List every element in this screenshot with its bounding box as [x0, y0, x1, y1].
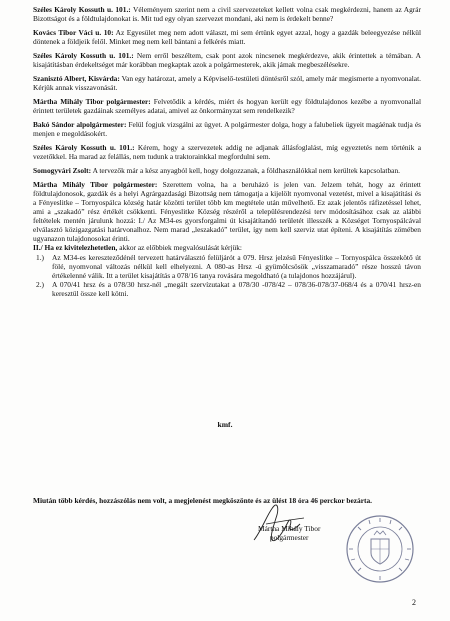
section-2-heading: II./ Ha ez kivitelezhetetlen, — [33, 243, 118, 253]
paragraph-6 — [33, 121, 421, 139]
statement: Szerettem volna, ha a beruházó is jelen van. Jelzem tehát, hogy az érintett földtulajdonosok, gazdák és a helyi Agrárgazdasági Bizottság nem támogatja a kijelölt nyomvonal vezetést, mivel a kisajátítási és a Fényeslitke – Tornyospálca község határ közötti terület több km megtétele után művelhető. Ez azak jelentős ráfizetéssel lehet, ami a „szakadó” rész értékét csökkenti. Fényeslitke Község részéről a településrendezési terv módosításához csak az alábbi feltételek mentén járulunk hozzá: I./ Az M34-es gyorsforgalmi út kisajátítandó területét illesszék a Községet Tornyospálcával elválasztó közigazgatási határvonalhoz. Nem marad „leszakadó” terület, így nem kell szerviz utat építeni. A kisajátítás zömében ugyanazon tulajdonosokat érinti. — [33, 180, 421, 243]
statement: Véleményem szerint nem a civil szervezeteket kellett volna csak megkérdezni, hanem az Agrár Bizottságot és a földtulajdonokat is. Mit tud egy olyan szervezet mondani, aki nem is érdekelt benne? — [33, 5, 421, 23]
minutes-body — [33, 6, 421, 299]
speaker: Széles Károly Kossuth u. 101.: — [33, 5, 131, 14]
list-item-number: 1.) — [36, 253, 45, 263]
statement: Kérem, hogy a szervezetek addig ne adjanak állásfoglalást, míg egyeztetés nem történik a vezetőkkel. Ha marad az felállás, nem tudunk a traktorainkkal megfordulni sem. — [33, 143, 421, 161]
official-seal-stamp — [344, 513, 416, 585]
statement: Felül fogjuk vizsgálni az ügyet. A polgármester dolga, hogy a falubeliek ügyeit magáénak tudja és menjen e megoldásokért. — [33, 120, 421, 138]
speaker: Széles Károly Kossuth u. 101.: — [33, 143, 135, 152]
paragraph-9 — [33, 181, 421, 243]
speaker: Mártha Mihály Tibor polgármester: — [33, 180, 158, 190]
paragraph-1 — [33, 6, 421, 24]
speaker: Mártha Mihály Tibor polgármester: — [33, 97, 151, 106]
kmf-mark: kmf. — [217, 420, 233, 429]
paragraph-7 — [33, 144, 421, 162]
statement: Van egy határozat, amely a Képviselő-testületi döntésről szól, amely már megismerte a nyomvonalat. Kérjük annak visszavonását. — [33, 74, 421, 92]
speaker: Bakó Sándor alpolgármester: — [33, 120, 127, 129]
paragraph-3 — [33, 52, 421, 70]
list-item-text: A 070/41 hrsz és a 078/30 hrsz-nél „megált szervízutakat a 078/30 -078/42 – 078/36-078/37-068/4 és a 070/41 hrsz-en keresztül össze kell kötni. — [52, 280, 421, 298]
page-number: 2 — [412, 598, 416, 607]
list-item-text: Az M34-es kereszteződénél tervezett határválasztó felüljárót a 079. Hrsz jelzésű Fényeslitke – Tornyospálca összekötő út fölé, nyomvonal változás nélkül kell elhelyezni. A 080-as Hrsz -ú gyümölcsösök „visszamaradó” része hosszú távon értékelenné válik. Itt a terület kisajátítás a 078/16 tanya rovására megoldható (a tulajdonos hozzájárul). — [52, 253, 421, 281]
statement: Nem erről beszéltem, csak pont azok nincsenek megkérdezve, akik érintettek a témában. A kisajátításban érdekeltséget már korábban megkaptak azok a polgármesterek, akik jámak megbeszélésekre. — [33, 51, 421, 69]
paragraph-5 — [33, 98, 421, 116]
list-item — [33, 281, 421, 299]
speaker: Széles Károly Kossuth u. 101.: — [33, 51, 134, 60]
list-item — [33, 254, 421, 281]
signatory-title: polgármester — [269, 533, 309, 542]
paragraph-4 — [33, 75, 421, 93]
signatory-name: Mártha Mihály Tibor — [258, 524, 321, 533]
statement: Felvetődik a kérdés, miért és hogyan került egy földtulajdonos kezébe a nyomvonallal érintett területek gazdáinak személyes adatai, amivel az önkormányzat sem rendelkezik? — [33, 97, 421, 115]
statement: Az Egyesület meg nem adott választ, mi sem értünk egyet azzal, hogy a gazdák beleegyezése nélkül döntenek a földjeik felől. Minket meg nem kell bántani a felkérés miatt. — [33, 28, 421, 46]
paragraph-2 — [33, 29, 421, 47]
list-item-number: 2.) — [36, 280, 45, 290]
section-2-text: akkor az előbbiek megvalósulását kérjük: — [119, 243, 242, 253]
speaker: Kovács Tibor Váci u. 10: — [33, 28, 114, 37]
signature-block — [258, 524, 320, 542]
paragraph-8 — [33, 167, 421, 176]
statement: A tervezők már a kész anyagból kell, hogy dolgozzanak, a földhasználókkal nem kerültek kapcsolatban. — [92, 166, 400, 175]
closing-statement: Miután több kérdés, hozzászólás nem volt, a megjelenést megköszönte és az ülést 18 óra 46 perckor bezárta. — [33, 496, 373, 505]
speaker: Somogyvári Zsolt: — [33, 166, 92, 175]
speaker: Szanisztó Albert, Kisvárda: — [33, 74, 120, 83]
conditions-list — [33, 254, 421, 299]
section-2-intro — [33, 244, 421, 253]
